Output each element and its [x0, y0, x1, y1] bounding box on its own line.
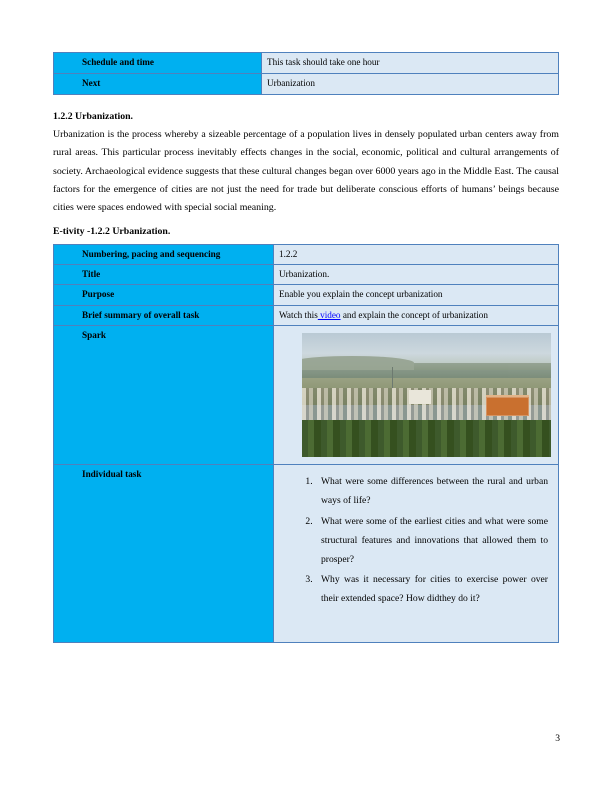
row-value-purpose: Enable you explain the concept urbanization — [274, 285, 559, 305]
row-value-spark — [274, 326, 559, 465]
table-row — [54, 244, 559, 264]
list-item: 2. What were some of the earliest cities and what were some structural features and innovations that allowed them to prosper? — [315, 512, 548, 570]
row-value-numbering: 1.2.2 — [274, 244, 559, 264]
row-value-schedule: This task should take one hour — [262, 53, 559, 74]
image-tower — [392, 367, 393, 389]
section-heading: 1.2.2 Urbanization. — [53, 111, 134, 122]
table-row — [54, 326, 559, 465]
row-label-next: Next — [54, 74, 262, 95]
section-paragraph: Urbanization is the process whereby a sizeable percentage of a population lives in densely populated urban centers away from rural areas. This particular process inevitably effects changes in the social, economic, political and cultural arrangements of society. Archaeological evidence suggests that these cultural changes began over 6000 years ago in the Middle East. The causal factors for the emergence of cities are not just the need for trade but deliberate conscious efforts of humans’ beings because cities were spaces endowed with special social meaning. — [53, 129, 559, 214]
brief-summary-text-after: and explain the concept of urbanization — [340, 309, 488, 320]
row-label-spark: Spark — [54, 326, 274, 465]
row-value-brief-summary — [274, 305, 559, 325]
numbering-label-line2: sequencing — [176, 248, 221, 259]
video-link[interactable]: video — [317, 309, 341, 320]
section-subheading: E-tivity -1.2.2 Urbanization. — [53, 225, 171, 237]
page-number: 3 — [555, 733, 560, 744]
row-label-purpose: Purpose — [54, 285, 274, 305]
row-label-brief-summary: Brief summary of overall task — [54, 305, 274, 325]
etivity-table — [53, 244, 559, 644]
table-row — [54, 74, 559, 95]
image-white-building — [409, 390, 431, 404]
row-value-individual-task — [274, 465, 559, 643]
page-content — [53, 52, 559, 643]
table-row — [54, 285, 559, 305]
table-row — [54, 53, 559, 74]
table-row — [54, 264, 559, 284]
row-value-next: Urbanization — [262, 74, 559, 95]
row-label-individual-task: Individual task — [54, 465, 274, 643]
schedule-table — [53, 52, 559, 95]
row-label-title: Title — [54, 264, 274, 284]
list-item: 3. Why was it necessary for cities to exercise power over their extended space? How didthey do it? — [315, 570, 548, 608]
image-treeline — [302, 420, 551, 457]
image-orange-building — [486, 395, 528, 416]
row-value-title: Urbanization. — [274, 264, 559, 284]
task-list — [279, 472, 548, 608]
numbering-label-line1: Numbering, pacing and — [82, 248, 175, 259]
cityscape-image — [302, 333, 551, 457]
row-label-schedule: Schedule and time — [54, 53, 262, 74]
table-row — [54, 465, 559, 643]
list-item: 1. What were some differences between the rural and urban ways of life? — [315, 472, 548, 510]
row-label-numbering — [54, 244, 274, 264]
table-row — [54, 305, 559, 325]
brief-summary-text-before: Watch this — [279, 309, 318, 320]
